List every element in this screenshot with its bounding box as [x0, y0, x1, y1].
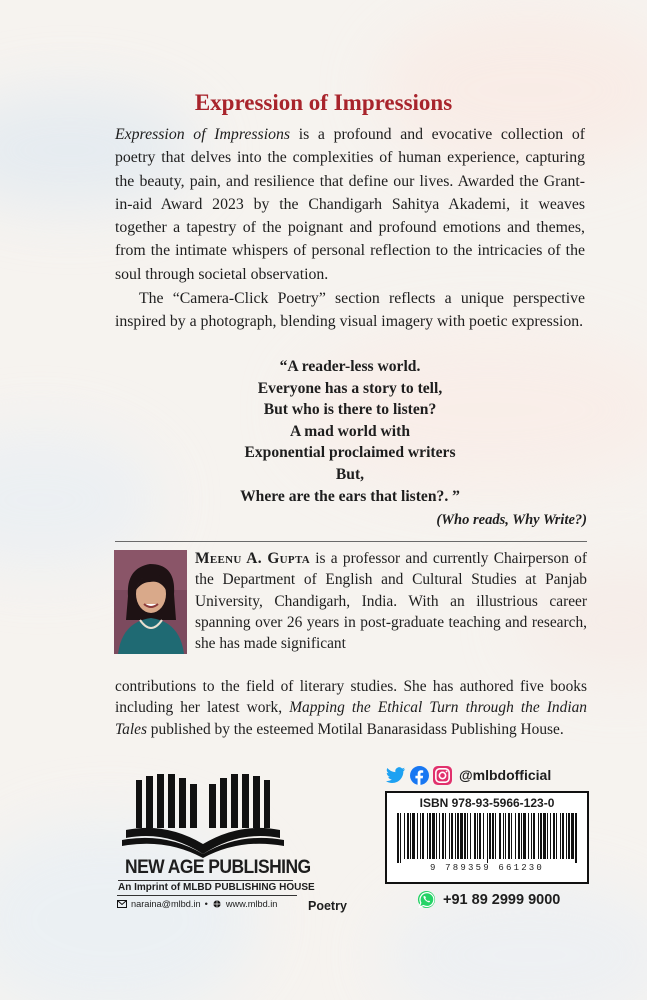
description-text: is a profound and evocative collection of poetry that delves into the complexities of human experience, capturing the beauty, pain, and resilience that define our lives. Awarded the Grant-in-aid Award 2023 by the Chandigarh Sahitya Akademi, it weaves together a tapestry of the poignant and profound emotions and themes, from the intimate whispers of personal reflection to the intricacies of the soul through societal observation.	[115, 126, 585, 283]
author-bio-text: is a professor and currently Chairperson of the Department of English and Cultural Studies at Panjab University, Chandigarh, India. With an illustrious career spanning over 26 years in post-graduate teaching and research, she has made significant	[195, 550, 587, 653]
barcode-bar	[511, 813, 512, 859]
barcode-bar	[562, 813, 564, 859]
author-bio-text-end: published by the esteemed Motilal Banarasidass Publishing House.	[146, 720, 564, 738]
book-title-italic: Expression of Impressions	[115, 126, 291, 143]
barcode-bar	[487, 813, 488, 863]
mail-icon	[117, 900, 127, 908]
quote-line: Exponential proclaimed writers	[244, 444, 456, 462]
barcode-bar	[538, 813, 539, 859]
author-photo	[114, 550, 187, 654]
barcode-bar	[429, 813, 431, 859]
whatsapp-icon	[417, 890, 436, 909]
barcode-bar	[442, 813, 444, 859]
barcode-bar	[432, 813, 435, 859]
whatsapp-contact	[417, 890, 560, 909]
open-book-logo-icon	[122, 774, 284, 858]
barcode-bar	[505, 813, 506, 859]
genre-label: Poetry	[308, 899, 347, 913]
camera-click-paragraph: The “Camera-Click Poetry” section reflects a unique perspective inspired by a photograph, blending visual imagery with poetic expression.	[115, 290, 585, 331]
barcode-bar	[422, 813, 424, 859]
quote-attribution: (Who reads, Why Write?)	[436, 512, 587, 528]
barcode-bar	[533, 813, 535, 859]
barcode-bar	[566, 813, 567, 859]
barcode-bar	[470, 813, 471, 859]
barcode-bar	[439, 813, 440, 859]
barcode-bar	[457, 813, 459, 859]
barcode-bar	[455, 813, 456, 859]
book-title: Expression of Impressions	[194, 90, 453, 115]
publisher-imprint: An Imprint of MLBD PUBLISHING HOUSE	[118, 882, 315, 893]
barcode-bar	[571, 813, 574, 859]
quote-line: But who is there to listen?	[263, 401, 437, 419]
barcode-bar	[483, 813, 484, 859]
instagram-icon[interactable]	[433, 766, 452, 785]
barcode-bar	[540, 813, 542, 859]
barcode-bar	[495, 813, 496, 859]
globe-icon	[212, 900, 222, 908]
barcode-bar	[553, 813, 555, 859]
barcode-bar	[560, 813, 561, 859]
barcode-bar	[521, 813, 522, 859]
quote-line: “A reader-less world.	[279, 358, 421, 375]
barcode-bar	[550, 813, 551, 859]
social-bar	[386, 764, 551, 786]
barcode-bar	[400, 813, 401, 863]
barcode-bar	[499, 813, 501, 859]
barcode-bar	[445, 813, 446, 859]
barcode-bar	[515, 813, 516, 859]
barcode-bar	[449, 813, 450, 859]
author-name: Meenu A. Gupta	[195, 550, 311, 567]
quote-line: A mad world with	[290, 422, 410, 440]
barcode-bar	[410, 813, 411, 859]
barcode-bar	[492, 813, 494, 859]
barcode-bar	[436, 813, 437, 859]
barcode-bar	[531, 813, 532, 859]
barcode-bar	[547, 813, 548, 859]
barcode-bar	[460, 813, 463, 859]
quote-line: Everyone has a story to tell,	[257, 379, 443, 397]
author-bio-bottom	[115, 676, 587, 740]
barcode-bar	[397, 813, 399, 863]
barcode-bar	[528, 813, 529, 859]
publisher-contacts	[117, 895, 297, 909]
publisher-email[interactable]: naraina@mlbd.in	[131, 899, 201, 909]
quote-line: Where are the ears that listen?. ”	[240, 487, 460, 505]
barcode-bar	[503, 813, 504, 859]
barcode-bar	[477, 813, 478, 859]
barcode-bar	[518, 813, 520, 859]
barcode-digits: 9 789359 661230	[429, 863, 544, 873]
bullet-separator: •	[204, 899, 208, 909]
twitter-icon[interactable]	[386, 767, 406, 784]
section-divider	[115, 541, 587, 542]
barcode-bar	[412, 813, 415, 859]
barcode-bar	[508, 813, 510, 859]
phone-number[interactable]: +91 89 2999 9000	[443, 891, 561, 908]
barcode	[395, 813, 579, 863]
isbn-barcode-box	[385, 791, 589, 884]
barcode-bar	[543, 813, 546, 859]
barcode-bar	[489, 813, 491, 859]
barcode-bar	[575, 813, 577, 863]
barcode-bar	[407, 813, 409, 859]
social-handle[interactable]: @mlbdofficial	[459, 767, 552, 783]
facebook-icon[interactable]	[410, 766, 429, 785]
barcode-bar	[420, 813, 421, 859]
barcode-bar	[467, 813, 468, 859]
barcode-bar	[427, 813, 428, 859]
barcode-bar	[404, 813, 405, 859]
barcode-bar	[556, 813, 557, 859]
poem-quote	[115, 356, 585, 507]
author-bio-text-continued: contributions to the field of literary studies. She has authored five books including her latest work,	[115, 678, 587, 717]
barcode-bar	[464, 813, 466, 859]
publisher-website[interactable]: www.mlbd.in	[225, 899, 278, 909]
author-bio-top	[195, 548, 587, 654]
barcode-bar	[474, 813, 476, 859]
latest-work-title: Mapping the Ethical Turn through the Indian Tales	[115, 699, 587, 738]
description-paragraph	[115, 123, 585, 286]
publisher-name: NEW AGE PUBLISHING	[125, 857, 311, 878]
isbn-label: ISBN 978-93-5966-123-0	[419, 796, 555, 810]
barcode-bar	[568, 813, 570, 859]
barcode-bar	[451, 813, 453, 859]
barcode-bar	[417, 813, 418, 859]
barcode-bar	[479, 813, 481, 859]
barcode-bar	[523, 813, 526, 859]
quote-line: But,	[335, 465, 365, 483]
